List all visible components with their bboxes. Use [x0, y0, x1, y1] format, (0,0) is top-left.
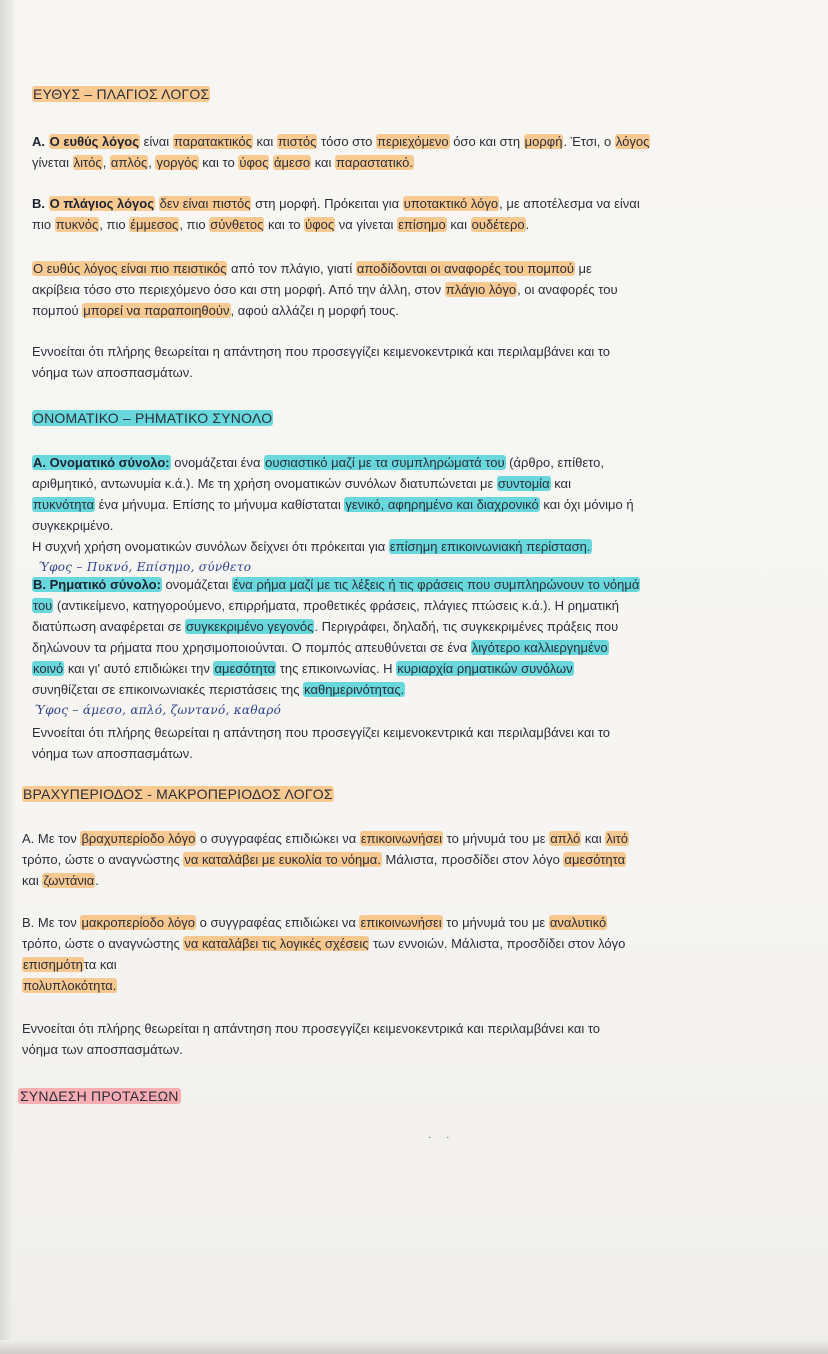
paragraph-verb-phrase: Β. Ρηματικό σύνολο: ονομάζεται ένα ρήμα μαζί με τις λέξεις ή τις φράσεις που συμπληρώνουν το νόημά του (αντικείμενο, κατηγορούμενο, επιρρήματα, προθετικές φράσεις, πλάγιες πτώσεις κ.ά.). Η ρηματική διατύπωση αναφέρεται σε συγκεκριμένο γεγονός. Περιγράφει, δηλαδή, τις συγκεκριμένες πράξεις που δηλώνουν τα ρήματα που χρησιμοποιούνται. Ο πομπός απευθύνεται σε ένα λιγότερο καλλιεργημένο κοινό και γι' αυτό επιδιώκει την αμεσότητα της επικοινωνίας. Η κυριαρχία ρηματικών συνόλων συνηθίζεται σε επικοινωνιακές περιστάσεις της καθημερινότητας. Ύφος – άμεσο, απλό, ζωντανό, καθαρό [32, 574, 722, 721]
page-bottom-shadow [0, 1340, 828, 1354]
handwritten-note-noun-style: Ύφος – Πυκνό, Επίσημο, σύνθετο [38, 560, 252, 574]
scan-specks: · · [428, 1132, 456, 1143]
paragraph-short-period: Α. Με τον βραχυπερίοδο λόγο ο συγγραφέας επιδιώκει να επικοινωνήσει το μήνυμά του με απλό και λιτό τρόπο, ώστε ο αναγνώστης να καταλάβει με ευκολία το νόημα. Μάλιστα, προσδίδει στον λόγο αμεσότητα και ζωντάνια. [22, 831, 628, 888]
section-title-direct-indirect: ΕΥΘΥΣ – ΠΛΑΓΙΟΣ ΛΟΓΟΣ [33, 86, 210, 102]
section-title-short-long: ΒΡΑΧΥΠΕΡΙΟΔΟΣ - ΜΑΚΡΟΠΕΡΙΟΔΟΣ ΛΟΓΟΣ [23, 786, 333, 802]
note-direct-indirect: Εννοείται ότι πλήρης θεωρείται η απάντηση που προσεγγίζει κειμενοκεντρικά και περιλαμβάνει και το νόημα των αποσπασμάτων. [32, 344, 611, 380]
paragraph-indirect-speech: Β. Ο πλάγιος λόγος δεν είναι πιστός στη μορφή. Πρόκειται για υποτακτικό λόγο, με αποτέλεσμα να είναι πιο πυκνός, πιο έμμεσος, πιο σύνθετος και το ύφος να γίνεται επίσημο και ουδέτερο. [32, 196, 640, 232]
paragraph-direct-speech: Α. Ο ευθύς λόγος είναι παρατακτικός και πιστός τόσο στο περιεχόμενο όσο και στη μορφή. Έτσι, ο λόγος γίνεται λιτός, απλός, γοργός και το ύφος άμεσο και παραστατικό. [32, 134, 650, 170]
note-short-long: Εννοείται ότι πλήρης θεωρείται η απάντηση που προσεγγίζει κειμενοκεντρικά και περιλαμβάνει και το νόημα των αποσπασμάτων. [22, 1021, 601, 1057]
paragraph-direct-persuasive: Ο ευθύς λόγος είναι πιο πειστικός από τον πλάγιο, γιατί αποδίδονται οι αναφορές του πομπού με ακρίβεια τόσο στο περιεχόμενο όσο και στη μορφή. Από την άλλη, στον πλάγιο λόγο, οι αναφορές του πομπού μπορεί να παραποιηθούν, αφού αλλάζει η μορφή τους. [32, 261, 618, 318]
paragraph-noun-phrase: Α. Ονοματικό σύνολο: ονομάζεται ένα ουσιαστικό μαζί με τα συμπληρώματά του (άρθρο, επίθετο, αριθμητικό, αντωνυμία κ.ά.). Με τη χρήση ονοματικών συνόλων διατυπώνεται με συντομία και πυκνότητα ένα μήνυμα. Επίσης το μήνυμα καθίσταται γενικό, αφηρημένο και διαχρονικό και όχι μόνιμο ή συγκεκριμένο. Η συχνή χρήση ονοματικών συνόλων δείχνει ότι πρόκειται για επίσημη επικοινωνιακή περίσταση. Ύφος – Πυκνό, Επίσημο, σύνθετο [32, 452, 722, 578]
page-edge-shadow [0, 0, 14, 1354]
handwritten-note-verb-style: Ύφος – άμεσο, απλό, ζωντανό, καθαρό [34, 703, 282, 717]
paragraph-long-period: Β. Με τον μακροπερίοδο λόγο ο συγγραφέας επιδιώκει να επικοινωνήσει το μήνυμά του με αναλυτικό τρόπο, ώστε ο αναγνώστης να καταλάβει τις λογικές σχέσεις των εννοιών. Μάλιστα, προσδίδει στον λόγο επισημότητα και πολυπλοκότητα. [22, 915, 626, 993]
section-title-linking: ΣΥΝΔΕΣΗ ΠΡΟΤΑΣΕΩΝ [20, 1088, 179, 1104]
section-title-noun-verb: ΟΝΟΜΑΤΙΚΟ – ΡΗΜΑΤΙΚΟ ΣΥΝΟΛΟ [33, 410, 273, 426]
note-noun-verb: Εννοείται ότι πλήρης θεωρείται η απάντηση που προσεγγίζει κειμενοκεντρικά και περιλαμβάνει και το νόημα των αποσπασμάτων. [32, 725, 611, 761]
